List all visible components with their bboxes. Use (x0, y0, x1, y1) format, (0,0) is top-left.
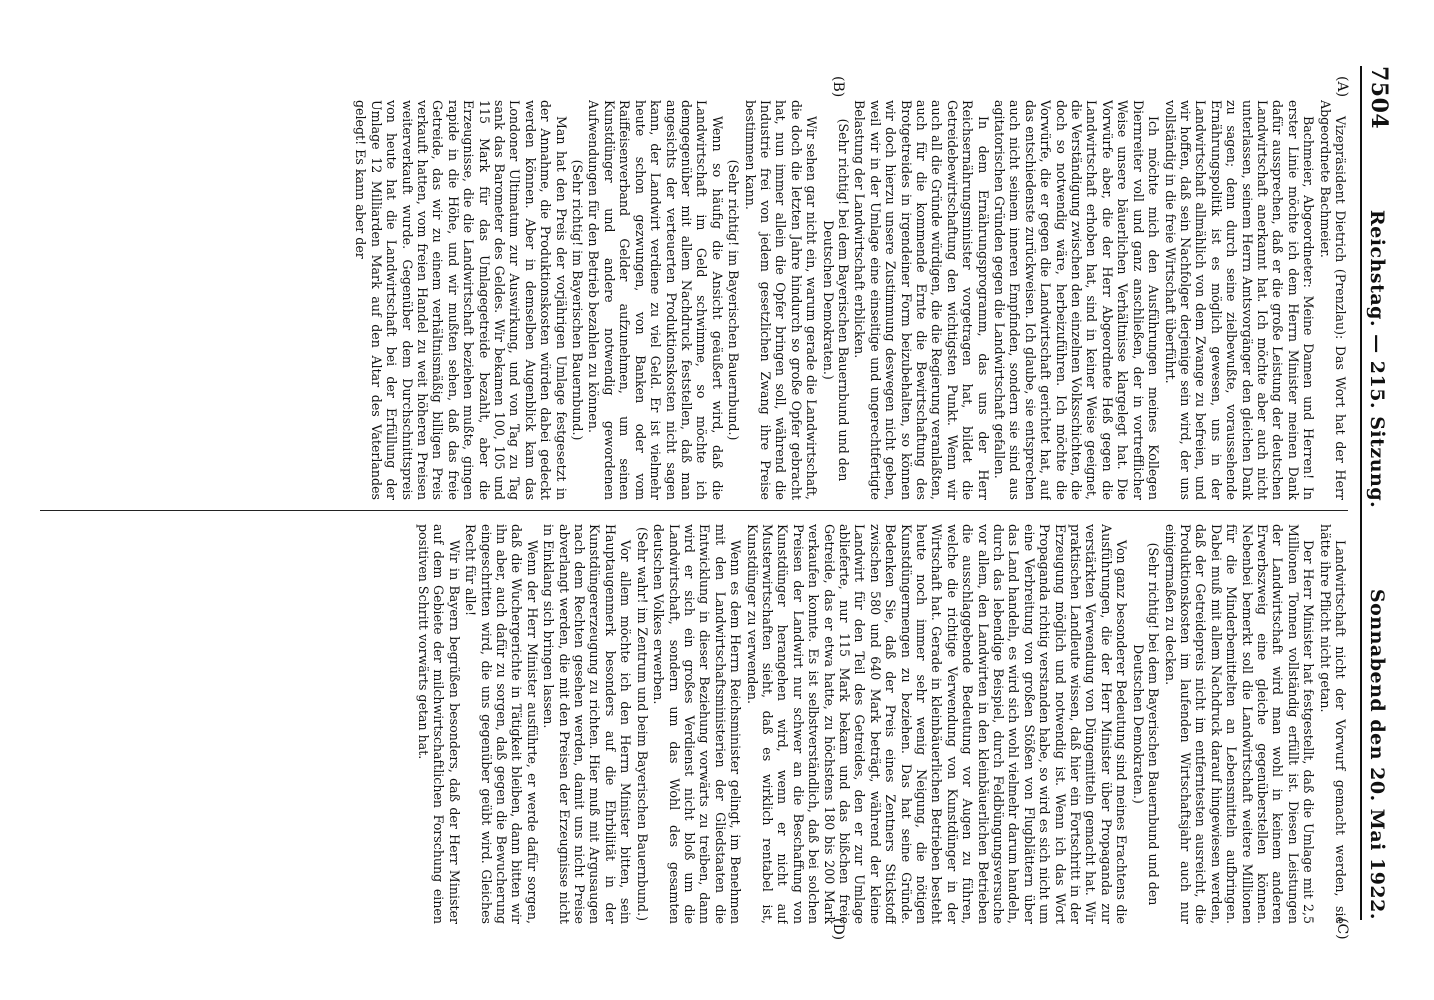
paragraph: In dem Ernährungsprogramm, das uns der Herr Reichsernährungsminister vorgetragen hat, bildet die Getreidebewirtschaftung den wichtigsten Punkt. Wenn wir auch all die Gründe würdigen, die die Regierung veranlaßten, auch für die kommende Ernte die Bewirtschaftung des Brotgetreides in irgendeiner Form beizubehalten, so können wir doch hierzu unsere Zustimmung deswegen nicht geben, weil wir in der Umlage eine einseitige und ungerechtfertigte Belastung der Landwirtschaft erblicken. (852, 100, 991, 500)
paragraph: Der Herr Minister hat festgestellt, daß die Umlage mit 2,5 Millionen Tonnen vollständig erfüllt ist. Diesen Leistungen der Landwirtschaft wird man wohl in keinem anderen Erwerbszweig eine gleiche gegenüberstellen können. Nebenbei bemerkt soll die Landwirtschaft weitere Millionen für die Minderbemittelten an Lebensmitteln aufbringen. Dabei muß mit allem Nachdruck darauf hingewiesen werden, daß der Getreidepreis nicht im entferntesten ausreicht, die Produktionskosten im laufenden Wirtschaftsjahr auch nur einigermaßen zu decken. (1162, 524, 1317, 924)
margin-mark-c: (C) (1334, 918, 1350, 940)
page-number: 7504 (1366, 66, 1392, 130)
interjection: (Sehr richtig! bei dem Bayerischen Bauernbund und den Deutschen Demokraten.) (820, 118, 851, 482)
margin-mark-d: (D) (830, 918, 846, 941)
paragraph: Von ganz besonderer Bedeutung sind meines Erachtens die Ausführungen, die der Herr Minister über Propaganda zur verstärkten Verwendung von Düngemitteln gemacht hat. Wir praktischen Landleute wissen, daß hier ein Fortschritt in der Erzeugung möglich und notwendig ist. Wenn ich das Wort Propaganda richtig verstanden habe, so wird es sich nicht um eine Verbreitung von großen Stößen von Flugblättern über das Land handeln, es wird sich wohl vielmehr darum handeln, durch das lebendige Beispiel, durch Feldbüngungsversuche vor allem, den Landwirten in den kleinbäuerlichen Betrieben die ausschlaggebende Bedeutung vor Augen zu führen, welche die richtige Verwendung von Kunstdünger in der Wirtschaft hat. Gerade in kleinbäuerlichen Betrieben besteht heute noch immer sehr wenig Neigung, die nötigen Kunstdüngermengen zu beziehen. Das hat seine Gründe. Bedenken Sie, daß der Preis eines Zentners Stickstoff zwischen 580 und 640 Mark beträgt, während der kleine Landwirt für den Teil des Getreides, den er zur Umlage ablieferte, nur 115 Mark bekam und das bißchen freie Getreide, das er etwa hatte, zu höchstens 180 bis 200 Mark verkaufen konnte. Es ist selbstverständlich, daß bei solchen Preisen der Landwirt nur schwer an die Beschaffung von Kunstdünger herangehen wird, wenn er nicht auf Musterwirtschaften sieht, daß es wirklich rentabel ist, Kunstdünger zu verwenden. (744, 524, 1130, 924)
interjection: (Sehr richtig! bei dem Bayerischen Bauernbund und den Deutschen Demokraten.) (1130, 542, 1162, 906)
paragraph: Wir in Bayern begrüßen besonders, daß der Herr Minister auf dem Gebiete der milchwirtschaftlichen Forschung einen positiven Schritt vorwärts getan hat. (416, 524, 462, 924)
paragraph: Wenn so häufig die Ansicht geäußert wird, daß die Landwirtschaft im Geld schwimme, so möchte ich demgegenüber mit allem Nachdruck feststellen, daß man angesichts der verteuerten Produktionskosten nicht sagen kann, der Landwirt verdiene zu viel Geld. Er ist vielmehr heute schon gezwungen, von Banken oder vom Raiffeisenverband Gelder aufzunehmen, um seinen Kunstdünger und andere notwendig gewordenen Aufwendungen für den Betrieb bezahlen zu können. (586, 100, 725, 500)
left-column (30, 100, 1348, 500)
margin-mark-b: (B) (830, 76, 846, 98)
interjection: (Sehr wahr! im Zentrum und beim Bayerischen Bauernbund.) (634, 526, 650, 922)
paragraph: Vizepräsident Dietrich (Prenzlau): Das Wort hat der Herr Abgeordnete Bachmeier. (1317, 100, 1348, 500)
paragraph: Landwirtschaft nicht der Vorwurf gemacht werden, sie hätte ihre Pflicht nicht getan. (1317, 524, 1348, 924)
page-title: Reichstag. — 215. Sitzung. (1366, 209, 1388, 509)
interjection: (Sehr richtig! im Bayerischen Bauernbund.) (570, 159, 586, 441)
paragraph: Wenn es dem Herrn Reichsminister gelingt, im Benehmen mit den Landwirtschaftsministerien der Gliedstaaten die Entwicklung in dieser Beziehung vorwärts zu treiben, dann wird er sich ein großes Verdienst nicht bloß um die Landwirtschaft, sondern um das Wohl des gesamten deutschen Volkes erwerben. (651, 524, 744, 924)
paragraph: Wenn der Herr Minister ausführte, er werde dafür sorgen, daß die Wuchergerichte in Tätigkeit bleiben, dann bitten wir ihn aber, auch dafür zu sorgen, daß gegen die Bewucherung eingeschritten wird, die uns gegenüber geübt wird. Gleiches Recht für alle! (463, 524, 540, 924)
paragraph: Ich möchte mich den Ausführungen meines Kollegen Diernreiter voll und ganz anschließen, der in vortrefflicher Weise unsere bäuerlichen Verhältnisse klargelegt hat. Die Vorwürfe aber, die der Herr Abgeordnete Heß gegen die Landwirtschaft erhoben hat, sind in keiner Weise geeignet, die Verständigung zwischen den einzelnen Volksschichten, die doch so notwendig wäre, herbeizuführen. Ich möchte die Vorwürfe, die er gegen die Landwirtschaft gerichtet hat, auf das entschiedenste zurückweisen. Ich glaube, sie entsprechen auch nicht seinem inneren Empfinden, sondern sie sind aus agitatorischen Gründen gegen die Landwirtschaft gefallen. (992, 100, 1162, 500)
page-date: Sonnabend den 20. Mai 1922. (1366, 588, 1388, 920)
paragraph: Wir sehen gar nicht ein, warum gerade die Landwirtschaft, die doch die letzten Jahre hindurch so große Opfer gebracht hat, nun immer allein die Opfer bringen soll, während die Industrie frei von jedem gesetzlichen Zwang ihre Preise bestimmen kann. (742, 100, 820, 500)
margin-mark-a: (A) (1334, 76, 1350, 98)
right-column (30, 524, 1348, 924)
interjection: (Sehr richtig! im Bayerischen Bauernbund.) (726, 159, 742, 441)
paragraph: Man hat den Preis der vorjährigen Umlage festgesetzt in der Annahme, die Produktionskosten würden dabei gedeckt werden können. Aber in demselben Augenblick kam das Londoner Ultimatum zur Auswirkung, und von Tag zu Tag sank das Barometer des Geldes. Wir bekamen 100, 105 und 115 Mark für das Umlagegetreide bezahlt, aber die Erzeugnisse, die die Landwirtschaft beziehen mußte, gingen rapide in die Höhe, und wir mußten sehen, daß das freie Getreide, das wir zu einem verhältnismäßig billigen Preis verkauft hatten, vom freien Handel zu weit höheren Preisen weiterverkauft wurde. Gegenüber dem Durchschnittspreis von heute hat die Landwirtschaft bei der Erfüllung der Umlage 12 Milliarden Mark auf den Altar des Vaterlandes gelegt! Es kann aber der (353, 100, 569, 500)
column-divider (40, 510, 1348, 511)
paragraph: Vor allem möchte ich den Herrn Minister bitten, sein Hauptaugenmerk besonders auf die Ehrbilität in der Kunstdüngererzeugung zu richten. Hier muß mit Argusaugen nach dem Rechten gesehen werden, damit uns nicht Preise abverlangt werden, die mit den Preisen der Erzeugnisse nicht in Einklang sich bringen lassen. (541, 524, 634, 924)
paragraph: Bachmeier, Abgeordneter: Meine Damen und Herren! In erster Linie möchte ich dem Herrn Minister meinen Dank dafür aussprechen, daß er die große Leistung der deutschen Landwirtschaft anerkannt hat. Ich möchte aber auch nicht unterlassen, seinem Herrn Amtsvorgänger den gleichen Dank zu sagen; denn durch seine zielbewußte, voraussehende Ernährungspolitik ist es möglich gewesen, uns in der Landwirtschaft allmählich von dem Zwange zu befreien, und wir hoffen, daß sein Nachfolger derjenige sein wird, der uns vollständig in die freie Wirtschaft überführt. (1162, 100, 1317, 500)
page-header (1360, 66, 1406, 920)
